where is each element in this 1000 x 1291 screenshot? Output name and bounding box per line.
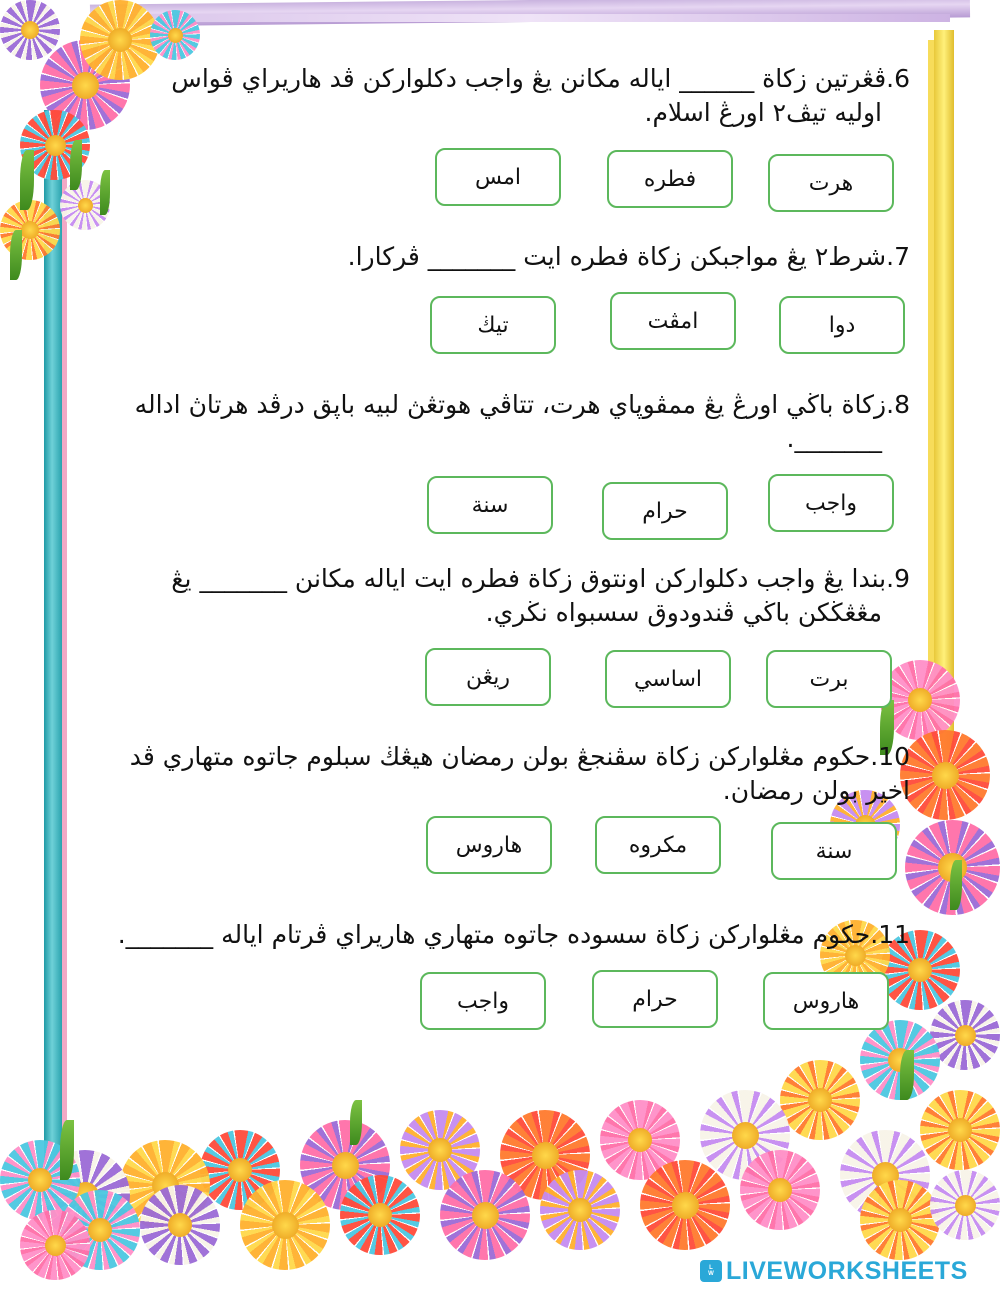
frame-left-ribbon [44, 110, 62, 1200]
flower-decoration [140, 1185, 220, 1265]
flower-decoration [930, 1170, 1000, 1240]
flower-center [472, 1202, 499, 1229]
question-8-option-3[interactable]: سنة [427, 476, 553, 534]
flower-decoration [930, 1000, 1000, 1070]
flower-decoration [860, 1180, 940, 1260]
question-9-line-2: مڠڠڬكن باڬي ڤندودوق سسبواه نڬري. [485, 597, 882, 627]
flower-center [955, 1025, 976, 1046]
question-10-option-1[interactable]: سنة [771, 822, 897, 880]
question-11-option-2[interactable]: حرام [592, 970, 718, 1028]
flower-center [955, 1195, 976, 1216]
flower-center [672, 1192, 699, 1219]
flower-center [888, 1208, 912, 1232]
question-7 [90, 240, 910, 274]
question-8-line-1: 8.زكاة باڬي اورڠ يڠ ممڤوڽاي هرت، تتاڤي هوتڠڽ لبيه باڽق درڤد هرتاڽ اداله [134, 390, 910, 419]
flower-center [908, 958, 932, 982]
flower-center [908, 688, 932, 712]
flower-decoration [240, 1180, 330, 1270]
leaf-decoration [350, 1100, 362, 1145]
leaf-decoration [100, 170, 110, 215]
flower-center [168, 28, 183, 43]
flower-center [532, 1142, 559, 1169]
flower-center [368, 1203, 392, 1227]
question-6-line-2: اوليه تيڤ٢ اورڠ اسلام. [644, 97, 882, 127]
question-7-option-3[interactable]: تيڬ [430, 296, 556, 354]
flower-decoration [150, 10, 200, 60]
question-6-line-1: 6.ڤڠرتين زكاة ______ اياله مكانن يڠ واجب دكلواركن ڤد هاريراي ڤواس [171, 64, 910, 93]
question-6-option-2[interactable]: فطره [607, 150, 733, 208]
frame-right-ribbon [934, 30, 954, 750]
flower-center [21, 21, 39, 39]
question-9-option-1[interactable]: برت [766, 650, 892, 708]
frame-left-ribbon-accent [62, 120, 67, 1200]
frame-right-ribbon-inner [928, 40, 934, 740]
question-11-option-1[interactable]: هاروس [763, 972, 889, 1030]
question-10 [90, 740, 910, 808]
flower-center [948, 1118, 972, 1142]
question-8-option-2[interactable]: حرام [602, 482, 728, 540]
flower-center [228, 1158, 252, 1182]
leaf-decoration [60, 1120, 74, 1180]
leaf-decoration [20, 150, 34, 210]
question-11 [70, 918, 910, 952]
question-9 [90, 562, 910, 630]
question-9-option-3[interactable]: ريڠن [425, 648, 551, 706]
flower-center [428, 1138, 452, 1162]
flower-center [568, 1198, 592, 1222]
question-6-option-1[interactable]: هرت [768, 154, 894, 212]
flower-center [332, 1152, 359, 1179]
leaf-decoration [10, 230, 22, 280]
flower-center [168, 1213, 192, 1237]
flower-decoration [920, 1090, 1000, 1170]
frame-top-ribbon-inner [110, 14, 950, 22]
flower-center [21, 221, 39, 239]
flower-decoration [740, 1150, 820, 1230]
flower-decoration [640, 1160, 730, 1250]
flower-decoration [0, 0, 60, 60]
flower-decoration [20, 1210, 90, 1280]
flower-center [272, 1212, 299, 1239]
flower-center [628, 1128, 652, 1152]
question-10-option-2[interactable]: مكروه [595, 816, 721, 874]
question-6 [90, 62, 910, 130]
question-11-option-3[interactable]: واجب [420, 972, 546, 1030]
question-7-option-1[interactable]: دوا [779, 296, 905, 354]
leaf-decoration [900, 1050, 914, 1100]
flower-center [808, 1088, 832, 1112]
logo-text: LIVEWORKSHEETS [726, 1256, 968, 1285]
flower-decoration [340, 1175, 420, 1255]
question-8-line-2: _______. [786, 423, 882, 453]
leaf-decoration [70, 140, 82, 190]
flower-decoration [540, 1170, 620, 1250]
question-6-option-3[interactable]: امس [435, 148, 561, 206]
flower-center [732, 1122, 759, 1149]
question-11-line-1: 11.حكوم مڠلواركن زكاة سسوده جاتوه متهاري هاريراي ڤرتام اياله _______. [117, 920, 910, 949]
leaf-decoration [950, 860, 962, 910]
liveworksheets-logo [700, 1256, 968, 1286]
flower-decoration [900, 730, 990, 820]
flower-center [45, 1235, 66, 1256]
question-9-line-1: 9.بندا يڠ واجب دكلواركن اونتوق زكاة فطره ايت اياله مكانن _______ يڠ [171, 564, 910, 593]
flower-center [78, 198, 93, 213]
flower-center [45, 135, 66, 156]
flower-center [108, 28, 132, 52]
question-7-line-1: 7.شرط٢ يڠ مواجبكن زكاة فطره ايت _______ ڤركارا. [347, 242, 910, 271]
question-7-option-2[interactable]: امڤت [610, 292, 736, 350]
question-8-option-1[interactable]: واجب [768, 474, 894, 532]
question-10-option-3[interactable]: هاروس [426, 816, 552, 874]
flower-center [28, 1168, 52, 1192]
flower-decoration [440, 1170, 530, 1260]
flower-decoration [780, 1060, 860, 1140]
question-9-option-2[interactable]: اساسي [605, 650, 731, 708]
flower-center [768, 1178, 792, 1202]
flower-center [932, 762, 959, 789]
question-10-line-1: 10.حكوم مڠلواركن زكاة سڤنجڠ بولن رمضان هيڠڬ سبلوم جاتوه متهاري ڤد [129, 742, 910, 771]
question-10-line-2: اخير بولن رمضان. [722, 775, 910, 805]
flower-center [88, 1218, 112, 1242]
flower-decoration [0, 200, 60, 260]
logo-badge-icon: L W [700, 1260, 722, 1282]
question-8 [90, 388, 910, 456]
